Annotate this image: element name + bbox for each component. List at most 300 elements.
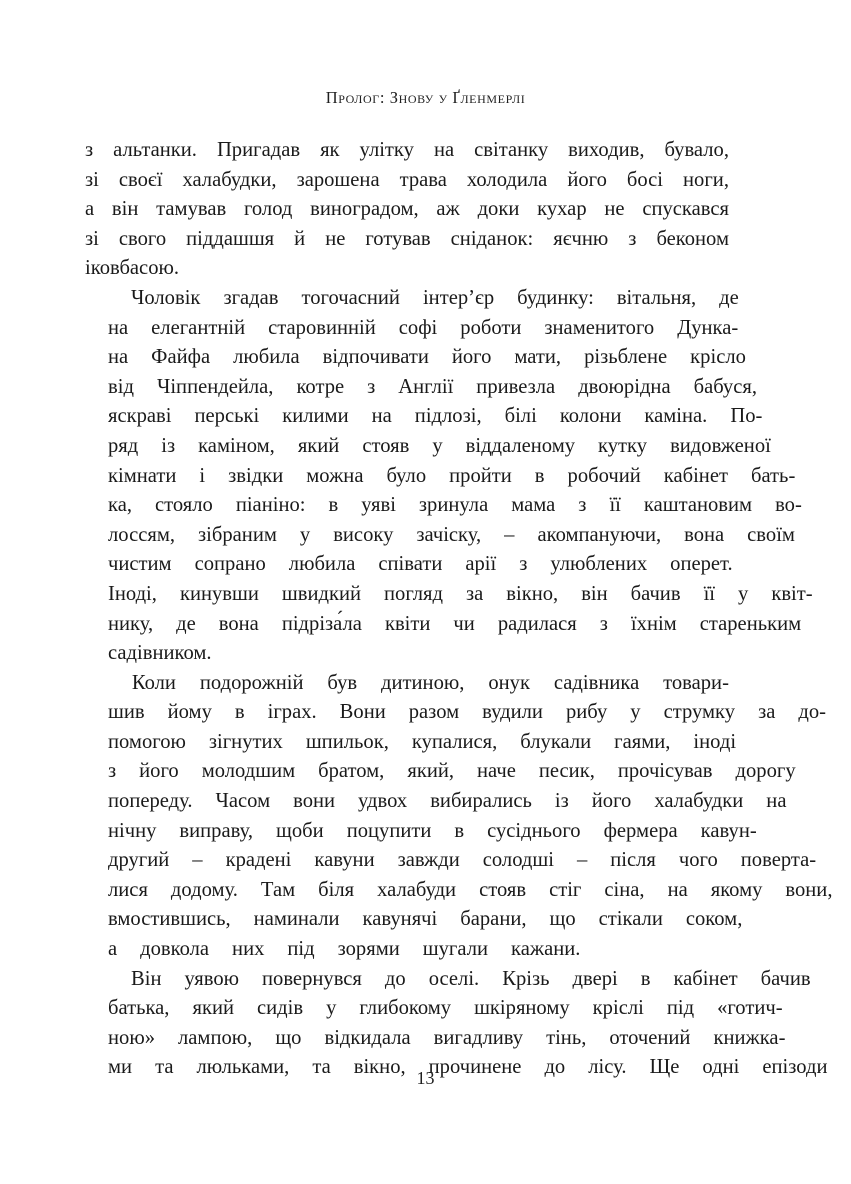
body-text <box>85 136 833 1083</box>
word: фермера <box>603 819 678 842</box>
word: босі <box>626 168 664 191</box>
word: люльками, <box>196 1056 290 1079</box>
word: сидів <box>257 997 304 1020</box>
word: Він <box>131 967 162 990</box>
word: довкола <box>140 938 210 961</box>
word: – <box>192 849 203 872</box>
word: після <box>610 849 656 872</box>
word: виправу, <box>179 819 254 842</box>
word: наче <box>477 760 516 783</box>
word: трава <box>399 168 447 191</box>
word: садівника <box>553 671 640 694</box>
word: згадав <box>223 286 279 309</box>
word: тамував <box>156 198 227 221</box>
text-line <box>85 432 771 462</box>
word: вона <box>684 523 725 546</box>
word: у <box>326 997 337 1020</box>
word: сіна, <box>604 878 645 901</box>
word: підлозі, <box>414 405 482 428</box>
word: що <box>549 908 576 931</box>
word: кавун- <box>700 819 757 842</box>
word: інтер’єр <box>422 286 495 309</box>
word: песик, <box>538 760 595 783</box>
word: сніданок: <box>450 227 534 250</box>
word: Пригадав <box>216 139 301 161</box>
word: з <box>519 553 528 576</box>
word: поцупити <box>346 819 432 842</box>
word: товари- <box>663 671 729 694</box>
word: улітку <box>359 139 414 161</box>
word: їхнім <box>630 612 677 635</box>
word: дитиною, <box>381 671 465 694</box>
word: чистим <box>108 553 172 576</box>
word: з <box>599 612 608 635</box>
word: помогою <box>108 730 186 753</box>
word: кавунячі <box>362 908 438 931</box>
word: він <box>581 582 608 605</box>
word: килими <box>282 405 349 428</box>
word: сопрано <box>194 553 266 576</box>
word: акомпануючи, <box>537 523 662 546</box>
word: як <box>320 139 340 161</box>
word: спускався <box>642 198 729 221</box>
word: у <box>299 523 311 546</box>
word: до <box>384 967 406 990</box>
word: прочинене <box>428 1056 522 1079</box>
word: відкидала <box>324 1026 411 1049</box>
word: з <box>85 139 94 161</box>
text-line <box>85 462 796 492</box>
word: каміна. <box>644 405 708 428</box>
word: яскраві <box>108 405 172 428</box>
text-line <box>85 787 787 817</box>
word: іграх. <box>267 701 317 724</box>
word: прочісував <box>617 760 713 783</box>
word: чи <box>453 612 475 635</box>
word: зібраним <box>198 523 277 546</box>
word: Чоловік <box>131 286 201 309</box>
word: тінь, <box>546 1026 587 1049</box>
word: до <box>544 1056 566 1079</box>
word: кімнати <box>108 464 177 487</box>
word: халабудки, <box>182 168 277 191</box>
word: під <box>666 997 695 1020</box>
word: стіг <box>549 878 582 901</box>
text-line <box>85 669 729 699</box>
word: виноградом, <box>310 198 419 221</box>
word: кабінет <box>673 967 738 990</box>
word: світанку <box>474 139 549 161</box>
word: за <box>758 701 776 724</box>
word: подорожній <box>199 671 304 694</box>
word: любила <box>288 553 356 576</box>
word: на <box>108 346 129 369</box>
text-line <box>85 610 802 640</box>
paragraph <box>85 965 828 1083</box>
word: ряд <box>108 434 139 457</box>
word: сусіднього <box>487 819 581 842</box>
word: Коли <box>131 671 176 694</box>
word: попереду. <box>108 790 193 813</box>
word: під <box>287 938 315 961</box>
word: струмку <box>663 701 736 724</box>
word: одні <box>702 1056 740 1079</box>
word: віддаленому <box>465 434 576 457</box>
word: шив <box>108 701 145 724</box>
word: нику, <box>108 612 154 635</box>
word: оселі. <box>428 967 480 990</box>
word: оточений <box>609 1026 691 1049</box>
word: який <box>297 434 340 457</box>
text-line <box>85 521 795 551</box>
text-line <box>85 580 813 610</box>
word: братом, <box>318 760 385 783</box>
word: вікно, <box>353 1056 406 1079</box>
paragraph-indent <box>85 965 108 995</box>
word: лісу. <box>588 1056 627 1079</box>
word: соком, <box>685 908 743 931</box>
text-line <box>85 935 729 965</box>
word: них <box>232 938 265 961</box>
text-line <box>85 284 739 314</box>
word: за <box>465 582 484 605</box>
word: бувало, <box>664 139 729 161</box>
word: – <box>576 849 588 872</box>
word: котре <box>296 375 345 398</box>
text-line <box>85 639 729 669</box>
word: вони <box>293 790 336 813</box>
word: батька, <box>108 997 170 1020</box>
word: у <box>630 701 641 724</box>
word: на <box>371 405 392 428</box>
word: зринула <box>418 494 489 517</box>
word: Файфа <box>151 346 211 369</box>
word: до- <box>798 701 826 724</box>
word: на <box>433 139 455 161</box>
word: завжди <box>397 849 460 872</box>
word: Дунка- <box>677 316 739 339</box>
word: зі <box>85 168 99 191</box>
word: стояло <box>154 494 213 517</box>
word: зарошена <box>296 168 380 191</box>
word: у <box>738 582 749 605</box>
text-line <box>85 846 817 876</box>
word: де <box>719 286 739 309</box>
word: кутку <box>598 434 648 457</box>
word: видовженої <box>670 434 771 457</box>
word: голод <box>243 198 293 221</box>
word: уявою <box>184 967 240 990</box>
word: улюблених <box>550 553 648 576</box>
word: та <box>312 1056 331 1079</box>
word: який, <box>407 760 455 783</box>
word: халабуди <box>377 878 457 901</box>
word: свого <box>118 227 167 250</box>
word: солодші <box>482 849 554 872</box>
word: в <box>234 701 245 724</box>
word: садівником. <box>108 642 212 665</box>
word: во- <box>775 494 802 517</box>
word: у <box>432 434 443 457</box>
word: глибокому <box>359 997 452 1020</box>
word: оперет. <box>670 553 733 576</box>
word: стояв <box>362 434 410 457</box>
word: онук <box>488 671 530 694</box>
word: білі <box>504 405 537 428</box>
word: вигадливу <box>433 1026 524 1049</box>
word: халабудки <box>654 790 744 813</box>
word: альтанки. <box>113 139 197 161</box>
word: купалися, <box>411 730 498 753</box>
word: співати <box>378 553 443 576</box>
word: привезла <box>476 375 556 398</box>
text-line <box>85 402 763 432</box>
word: робочий <box>567 464 641 487</box>
text-line <box>85 314 739 344</box>
word: двоюрідна <box>578 375 671 398</box>
word: високу <box>333 523 394 546</box>
word: дорогу <box>735 760 796 783</box>
word: квіт- <box>771 582 813 605</box>
word: зорями <box>337 938 400 961</box>
word: що <box>275 1026 302 1049</box>
text-line <box>85 373 757 403</box>
text-line <box>85 728 737 758</box>
word: з <box>578 494 587 517</box>
word: бачив <box>760 967 811 990</box>
word: можна <box>306 464 364 487</box>
word: каміном, <box>198 434 275 457</box>
word: виходив, <box>568 139 645 161</box>
text-line <box>85 994 783 1024</box>
word: Вони <box>339 701 386 724</box>
word: із <box>554 790 569 813</box>
text-line <box>85 343 746 373</box>
word: вікно, <box>506 582 559 605</box>
word: тогочасний <box>301 286 400 309</box>
word: він <box>111 198 139 221</box>
word: лися <box>108 878 148 901</box>
word: холодила <box>466 168 548 191</box>
word: ковбасою. <box>90 257 180 280</box>
word: арії <box>465 553 497 576</box>
word: уяві <box>361 494 396 517</box>
word: разом <box>408 701 460 724</box>
word: знаменитого <box>544 316 655 339</box>
word: поверта- <box>740 849 817 872</box>
word: старовинній <box>268 316 376 339</box>
word: зі <box>85 227 99 250</box>
word: зігнутих <box>208 730 283 753</box>
word: не <box>325 227 346 250</box>
word: бать- <box>750 464 796 487</box>
text-line <box>85 550 733 580</box>
word: на <box>766 790 787 813</box>
word: іноді <box>693 730 737 753</box>
word: любила <box>233 346 300 369</box>
word: наминали <box>253 908 340 931</box>
text-line <box>85 905 743 935</box>
word: і <box>85 257 91 280</box>
word: з <box>108 760 117 783</box>
word: «готич- <box>717 997 783 1020</box>
word: від <box>108 375 134 398</box>
word: доки <box>477 198 520 221</box>
word: ка, <box>108 494 132 517</box>
text-line <box>85 491 802 521</box>
paragraph <box>85 669 833 965</box>
word: й <box>294 227 306 250</box>
word: книжка- <box>713 1026 786 1049</box>
word: шпильок, <box>305 730 389 753</box>
word: пройти <box>449 464 512 487</box>
word: кухар <box>537 198 587 221</box>
text-line <box>85 225 729 255</box>
word: ною» <box>108 1026 155 1049</box>
word: а <box>108 938 118 961</box>
word: вітальня, <box>616 286 697 309</box>
word: софі <box>398 316 438 339</box>
word: вона <box>218 612 259 635</box>
word: стікали <box>598 908 663 931</box>
word: Ще <box>649 1056 680 1079</box>
word: роботи <box>460 316 522 339</box>
word: кріслі <box>592 997 644 1020</box>
word: гаями, <box>614 730 671 753</box>
word: де <box>176 612 196 635</box>
word: підріза́ла <box>281 612 362 635</box>
word: Крізь <box>502 967 550 990</box>
word: було <box>386 464 427 487</box>
word: Чіппендейла, <box>156 375 274 398</box>
word: вмостившись, <box>108 908 231 931</box>
word: погляд <box>384 582 443 605</box>
word: квіти <box>384 612 431 635</box>
word: додому. <box>170 878 238 901</box>
text-line <box>85 166 729 196</box>
word: на <box>667 878 688 901</box>
word: крадені <box>225 849 292 872</box>
word: на <box>108 316 129 339</box>
word: радилася <box>497 612 577 635</box>
word: мати, <box>514 346 562 369</box>
word: кавуни <box>314 849 375 872</box>
paragraph-indent <box>85 284 108 314</box>
word: блукали <box>520 730 592 753</box>
text-line <box>85 965 811 995</box>
word: кажани. <box>511 938 581 961</box>
word: епізоди <box>762 1056 828 1079</box>
word: його <box>567 168 607 191</box>
word: своєї <box>118 168 163 191</box>
word: вибирались <box>430 790 532 813</box>
word: По- <box>730 405 763 428</box>
paragraph <box>85 284 813 669</box>
word: – <box>504 523 515 546</box>
word: лампою, <box>178 1026 253 1049</box>
word: його <box>451 346 492 369</box>
word: в <box>454 819 465 842</box>
word: елегантній <box>151 316 246 339</box>
word: барани, <box>460 908 527 931</box>
word: Там <box>260 878 296 901</box>
text-line <box>85 195 729 225</box>
word: щоби <box>276 819 324 842</box>
word: ноги, <box>683 168 729 191</box>
word: нічну <box>108 819 157 842</box>
word: відпочивати <box>322 346 429 369</box>
word: звідки <box>228 464 284 487</box>
word: зачіску, <box>416 523 482 546</box>
text-line <box>85 698 826 728</box>
word: в <box>328 494 339 517</box>
word: та <box>155 1056 174 1079</box>
word: стареньким <box>699 612 802 635</box>
word: в <box>534 464 545 487</box>
word: шкіряному <box>474 997 570 1020</box>
word: її <box>703 582 716 605</box>
word: був <box>327 671 358 694</box>
word: різьблене <box>584 346 668 369</box>
text-line <box>85 757 796 787</box>
word: стояв <box>479 878 527 901</box>
word: чого <box>678 849 718 872</box>
word: і <box>199 464 206 487</box>
word: другий <box>108 849 170 872</box>
word: удвох <box>358 790 408 813</box>
word: Англії <box>398 375 454 398</box>
word: мама <box>511 494 556 517</box>
word: а <box>85 198 95 221</box>
word: вони, <box>785 878 833 901</box>
word: який <box>192 997 234 1020</box>
word: кинувши <box>179 582 259 605</box>
word: будинку: <box>517 286 594 309</box>
word: двері <box>572 967 618 990</box>
word: йому <box>167 701 212 724</box>
word: кабінет <box>663 464 728 487</box>
word: Іноді, <box>108 582 157 605</box>
word: не <box>604 198 625 221</box>
word: крісло <box>690 346 746 369</box>
paragraph <box>85 136 729 284</box>
word: з <box>628 227 637 250</box>
word: ми <box>108 1056 133 1079</box>
word: перські <box>194 405 260 428</box>
word: швидкий <box>281 582 362 605</box>
word: вудили <box>482 701 543 724</box>
word: беконом <box>656 227 729 250</box>
word: колони <box>559 405 622 428</box>
paragraph-indent <box>85 669 108 699</box>
word: з <box>367 375 376 398</box>
word: піддашшя <box>186 227 275 250</box>
word: в <box>640 967 651 990</box>
word: із <box>161 434 176 457</box>
text-line <box>85 1024 786 1054</box>
word: аж <box>436 198 460 221</box>
word: каштановим <box>643 494 753 517</box>
word: його <box>591 790 632 813</box>
word: повернувся <box>262 967 362 990</box>
text-line <box>85 876 833 906</box>
word: лоссям, <box>108 523 176 546</box>
word: молодшим <box>201 760 296 783</box>
word: своїм <box>747 523 795 546</box>
word: його <box>139 760 179 783</box>
word: шугали <box>422 938 488 961</box>
word: бабуся, <box>693 375 757 398</box>
